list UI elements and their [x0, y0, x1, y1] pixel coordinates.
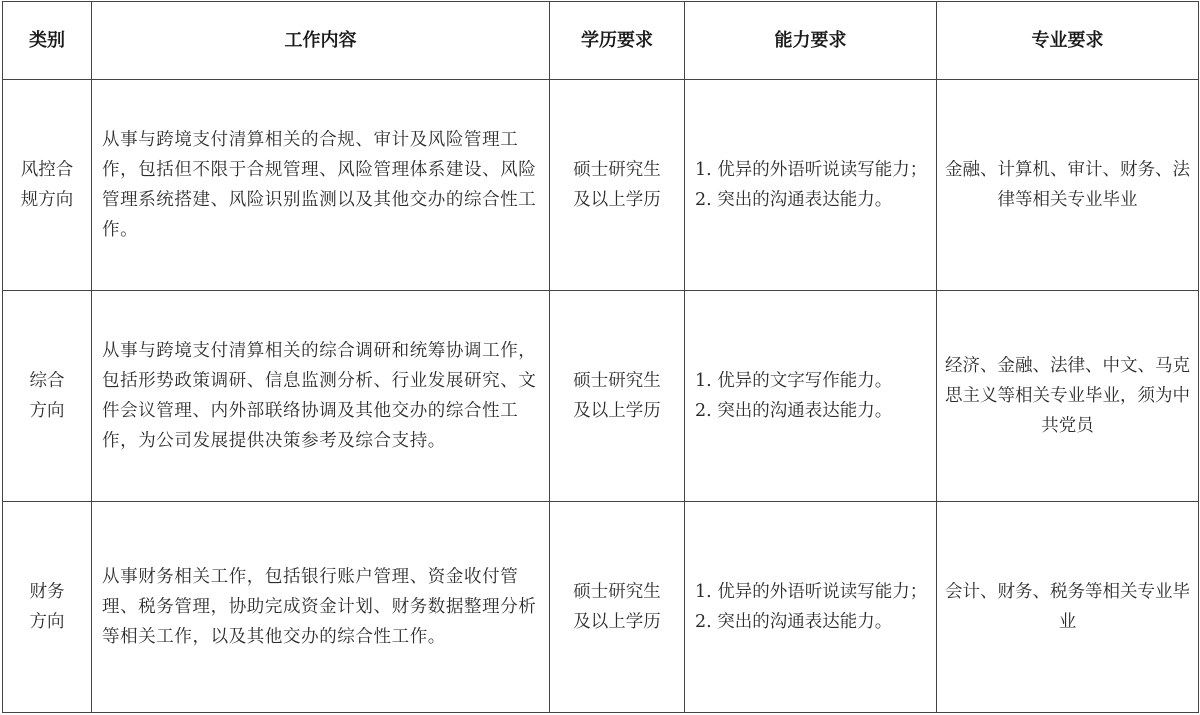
work-content-cell: 从事与跨境支付清算相关的综合调研和统筹协调工作，包括形势政策调研、信息监测分析、行业发展研究、文件会议管理、内外部联络协调及其他交办的综合性工作，为公司发展提供决策参考及综合支持。 [92, 291, 550, 502]
ability-item: 1. 优异的文字写作能力。 [695, 371, 893, 391]
job-requirements-table [2, 1, 1199, 713]
ability-item: 2. 突出的沟通表达能力。 [695, 190, 893, 210]
table-header-row [3, 2, 1199, 80]
category-label-line1: 财务 [29, 582, 65, 602]
ability-item: 1. 优异的外语听说读写能力； [695, 582, 928, 602]
category-label-line2: 规方向 [20, 190, 74, 210]
header-education: 学历要求 [550, 2, 685, 80]
category-label-line1: 风控合 [20, 160, 74, 180]
work-content-cell: 从事与跨境支付清算相关的合规、审计及风险管理工作，包括但不限于合规管理、风险管理体系建设、风险管理系统搭建、风险识别监测以及其他交办的综合性工作。 [92, 80, 550, 291]
header-work-content: 工作内容 [92, 2, 550, 80]
category-label-line2: 方向 [29, 612, 65, 632]
category-cell [3, 502, 92, 713]
ability-cell [685, 502, 937, 713]
ability-cell [685, 291, 937, 502]
education-line2: 及以上学历 [573, 612, 661, 632]
education-cell [550, 502, 685, 713]
education-line1: 硕士研究生 [573, 371, 661, 391]
header-major: 专业要求 [937, 2, 1199, 80]
category-cell [3, 80, 92, 291]
header-category: 类别 [3, 2, 92, 80]
education-line2: 及以上学历 [573, 190, 661, 210]
ability-item: 2. 突出的沟通表达能力。 [695, 401, 893, 421]
major-cell: 金融、计算机、审计、财务、法律等相关专业毕业 [937, 80, 1199, 291]
table-row [3, 502, 1199, 713]
header-ability: 能力要求 [685, 2, 937, 80]
work-content-cell: 从事财务相关工作，包括银行账户管理、资金收付管理、税务管理，协助完成资金计划、财务数据整理分析等相关工作，以及其他交办的综合性工作。 [92, 502, 550, 713]
category-label-line2: 方向 [29, 401, 65, 421]
education-line1: 硕士研究生 [573, 160, 661, 180]
ability-item: 1. 优异的外语听说读写能力； [695, 160, 928, 180]
major-cell: 经济、金融、法律、中文、马克思主义等相关专业毕业，须为中共党员 [937, 291, 1199, 502]
education-cell [550, 80, 685, 291]
category-cell [3, 291, 92, 502]
ability-item: 2. 突出的沟通表达能力。 [695, 612, 893, 632]
category-label-line1: 综合 [29, 371, 65, 391]
ability-cell [685, 80, 937, 291]
education-line1: 硕士研究生 [573, 582, 661, 602]
major-cell: 会计、财务、税务等相关专业毕业 [937, 502, 1199, 713]
education-cell [550, 291, 685, 502]
education-line2: 及以上学历 [573, 401, 661, 421]
table-row [3, 80, 1199, 291]
table-row [3, 291, 1199, 502]
